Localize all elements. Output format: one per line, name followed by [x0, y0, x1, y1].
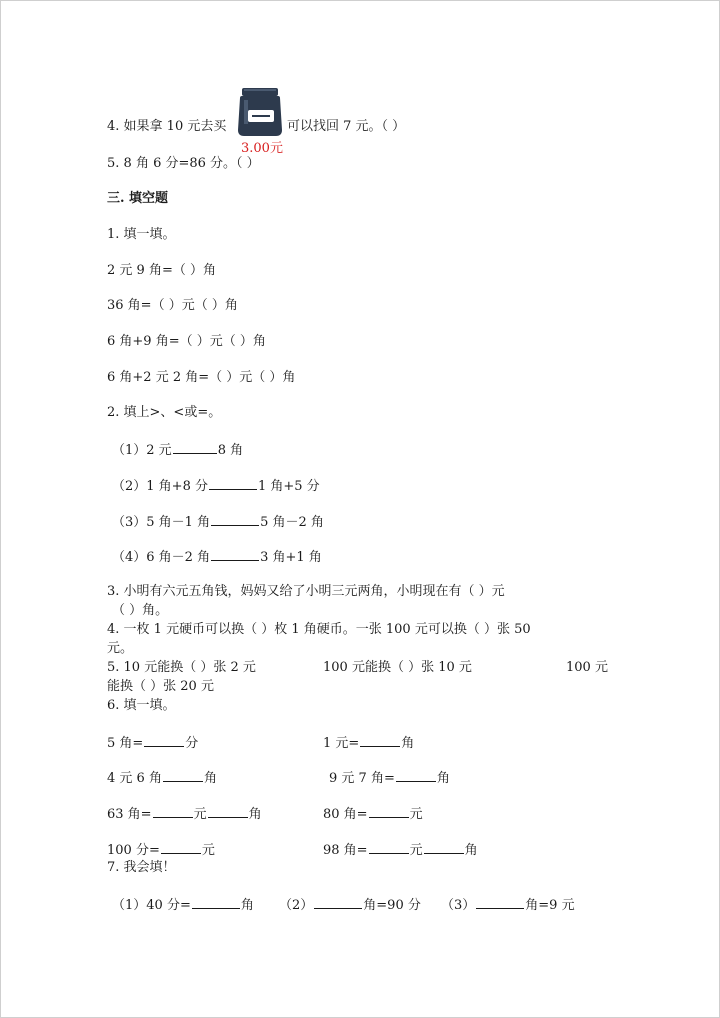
q2-item	[112, 477, 320, 495]
q6-label: 9 元 7 角=	[329, 771, 395, 786]
q6-row-2-left	[107, 769, 217, 787]
answer-blank[interactable]	[314, 896, 362, 909]
answer-blank[interactable]	[153, 805, 193, 818]
q7-label: （2）	[279, 898, 314, 913]
q6-label: 5 角=	[107, 736, 144, 751]
q6-unit: 角	[464, 843, 478, 858]
q3-line-2: （ ）角。	[112, 603, 169, 618]
q6-unit: 元	[193, 807, 207, 822]
answer-blank[interactable]	[163, 769, 203, 782]
q6-unit: 元	[409, 807, 423, 822]
judge-q4-prefix	[107, 119, 226, 135]
answer-blank[interactable]	[208, 805, 248, 818]
q6-row-3-left	[107, 805, 262, 823]
q2-item-right: 1 角+5 分	[257, 479, 320, 494]
q7-label: （3）	[441, 898, 476, 913]
judge-q4-text: 4. 如果拿 10 元去买	[107, 119, 227, 134]
q4-line-2: 元。	[107, 641, 134, 656]
jar-icon	[236, 86, 284, 138]
q2-item-left: （4）6 角－2 角	[112, 550, 211, 565]
answer-blank[interactable]	[211, 513, 259, 526]
q5-part-2: 100 元能换（ ）张 10 元	[323, 660, 472, 675]
q1-line-4: 6 角+2 元 2 角=（ ）元（ ）角	[107, 370, 296, 385]
q2-item-left: （1）2 元	[112, 443, 172, 458]
price-label: 3.00元	[241, 141, 283, 156]
q1-line-1: 2 元 9 角=（ ）角	[107, 263, 216, 278]
answer-blank[interactable]	[424, 841, 464, 854]
q7-title: 7. 我会填！	[107, 860, 176, 875]
q2-title: 2. 填上>、<或=。	[107, 405, 222, 420]
q6-label: 80 角=	[323, 807, 368, 822]
q6-title: 6. 填一填。	[107, 698, 176, 713]
judge-q5: 5. 8 角 6 分=86 分。（ ）	[107, 156, 260, 171]
answer-blank[interactable]	[173, 441, 217, 454]
q6-label: 100 分=	[107, 843, 160, 858]
q1-line-3: 6 角+9 角=（ ）元（ ）角	[107, 334, 266, 349]
q6-row-1-left	[107, 734, 198, 752]
q6-label: 63 角=	[107, 807, 152, 822]
q6-unit: 元	[409, 843, 423, 858]
answer-blank[interactable]	[192, 896, 240, 909]
answer-blank[interactable]	[161, 841, 201, 854]
answer-blank[interactable]	[211, 548, 259, 561]
answer-blank[interactable]	[369, 805, 409, 818]
q2-item-right: 8 角	[217, 443, 244, 458]
answer-blank[interactable]	[360, 734, 400, 747]
q6-unit: 角	[203, 771, 217, 786]
q6-unit: 角	[401, 736, 415, 751]
q7-label: （1）40 分=	[112, 898, 191, 913]
q6-row-4-left	[107, 841, 215, 859]
answer-blank[interactable]	[396, 769, 436, 782]
q2-item	[112, 441, 243, 459]
q7-unit: 角=9 元	[525, 898, 575, 913]
q6-unit: 角	[248, 807, 262, 822]
q6-row-3-right	[323, 805, 423, 823]
q6-label: 98 角=	[323, 843, 368, 858]
q6-row-2-right	[329, 769, 450, 787]
q4-line-1: 4. 一枚 1 元硬币可以换（ ）枚 1 角硬币。一张 100 元可以换（ ）张 50	[107, 622, 531, 637]
q7-part-1	[112, 896, 254, 914]
q2-item-left: （3）5 角－1 角	[112, 515, 211, 530]
q2-item	[112, 513, 324, 531]
q7-part-3	[441, 896, 575, 914]
answer-blank[interactable]	[209, 477, 257, 490]
q7-unit: 角	[240, 898, 254, 913]
q2-item-right: 5 角－2 角	[260, 515, 324, 530]
q6-unit: 元	[201, 843, 215, 858]
q5-line-2: 能换（ ）张 20 元	[107, 679, 214, 694]
q6-row-1-right	[323, 734, 414, 752]
judge-q4-suffix: 可以找回 7 元。（ ）	[287, 119, 406, 134]
q6-label: 1 元=	[323, 736, 360, 751]
q1-line-2: 36 角=（ ）元（ ）角	[107, 298, 238, 313]
q6-unit: 角	[436, 771, 450, 786]
q6-row-4-right	[323, 841, 478, 859]
q6-unit: 分	[185, 736, 199, 751]
q7-unit: 角=90 分	[363, 898, 421, 913]
answer-blank[interactable]	[144, 734, 184, 747]
q6-label: 4 元 6 角	[107, 771, 162, 786]
section-title: 三. 填空题	[107, 191, 169, 206]
q2-item-right: 3 角+1 角	[260, 550, 322, 565]
q5-part-1: 5. 10 元能换（ ）张 2 元	[107, 660, 256, 675]
q2-item	[112, 548, 322, 566]
answer-blank[interactable]	[476, 896, 524, 909]
q5-part-3: 100 元	[566, 660, 608, 675]
q2-item-left: （2）1 角+8 分	[112, 479, 208, 494]
q1-title: 1. 填一填。	[107, 227, 176, 242]
q3-line-1: 3. 小明有六元五角钱，妈妈又给了小明三元两角，小明现在有（ ）元	[107, 584, 505, 599]
q7-part-2	[279, 896, 421, 914]
answer-blank[interactable]	[369, 841, 409, 854]
